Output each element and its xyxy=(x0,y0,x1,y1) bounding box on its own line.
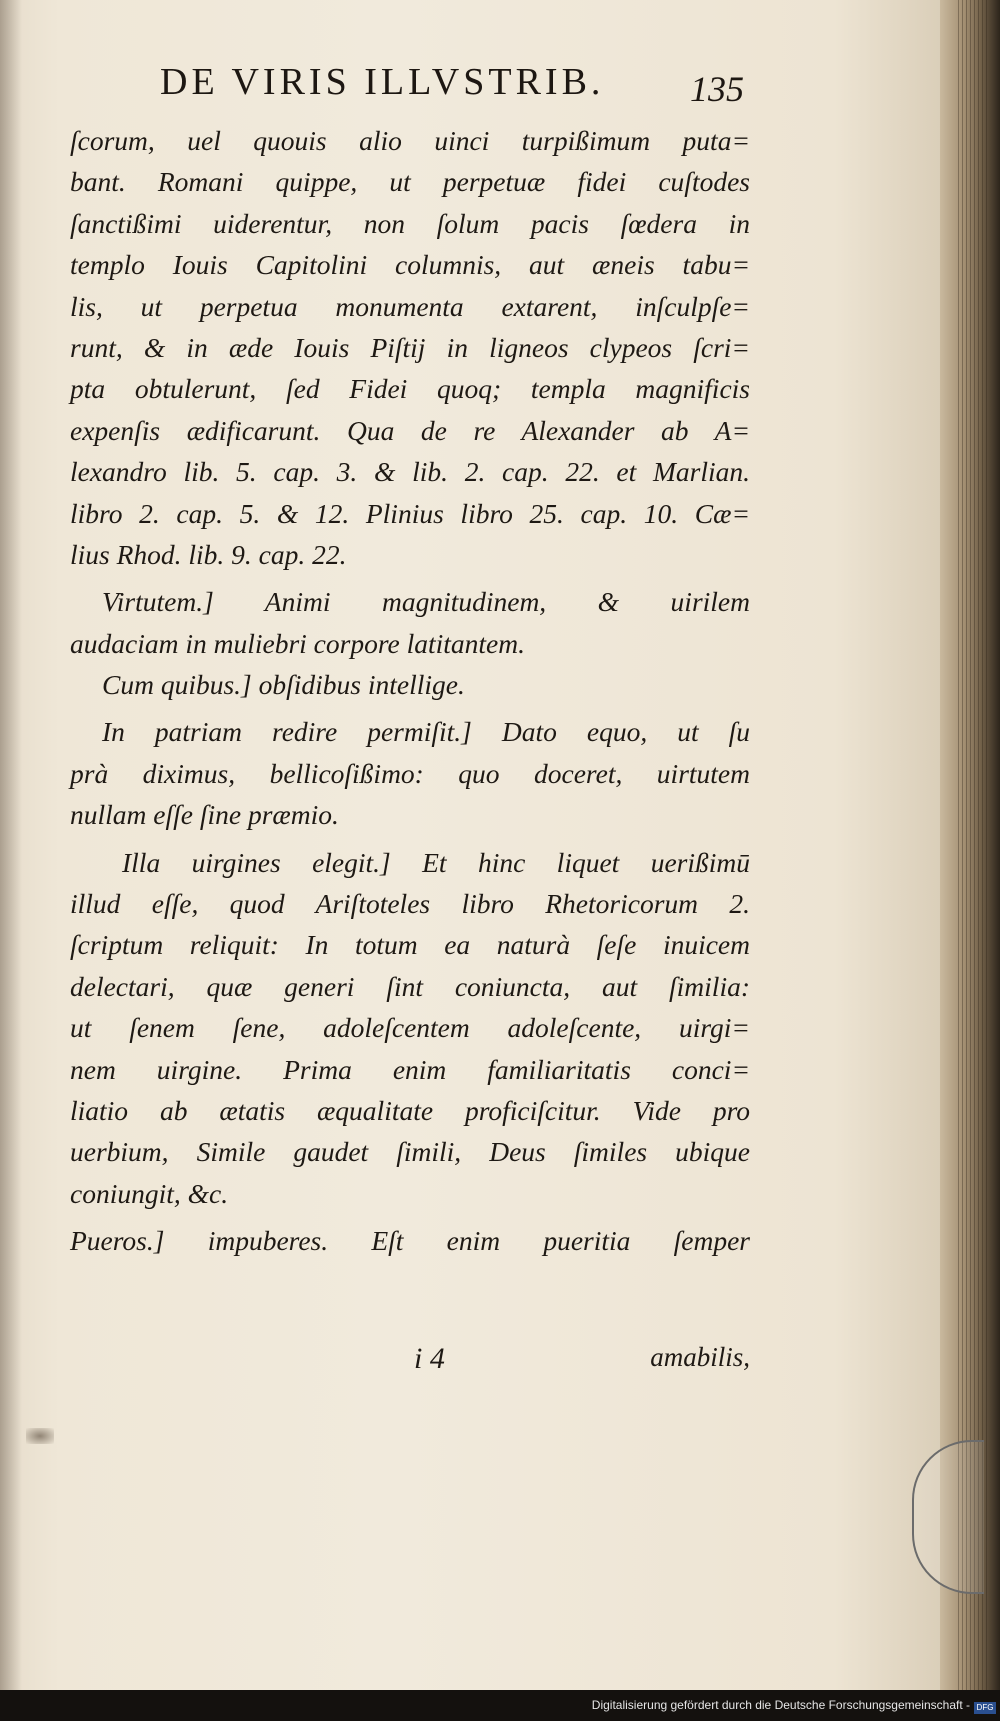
text-line: prà diximus, bellicoſißimo: quo doceret, uirtutem xyxy=(70,757,750,789)
text-line: templo Iouis Capitolini columnis, aut æneis tabu= xyxy=(70,249,750,281)
page-footer xyxy=(70,1342,750,1386)
spine-shadow xyxy=(0,0,22,1690)
text-line: pta obtulerunt, ſed Fidei quoq; templa magnificis xyxy=(70,373,750,405)
text-line: expenſis ædificarunt. Qua de re Alexander ab A= xyxy=(70,414,750,446)
text-line: Virtutem.] Animi magnitudinem, & uirilem xyxy=(102,586,750,618)
text-line: audaciam in muliebri corpore latitantem. xyxy=(70,627,525,659)
ink-stain xyxy=(26,1428,54,1444)
credit-text: Digitalisierung gefördert durch die Deutsche Forschungsgemeinschaft - xyxy=(591,1698,970,1712)
page-number: 135 xyxy=(690,69,744,109)
text-line: ſcorum, uel quouis alio uinci turpißimum puta= xyxy=(70,125,750,156)
text-line: Cum quibus.] obſidibus intellige. xyxy=(102,669,465,701)
digitization-credit xyxy=(0,1698,1000,1721)
text-line: ſcriptum reliquit: In totum ea naturà ſeſe inuicem xyxy=(70,929,750,961)
text-line: nullam eſſe ſine præmio. xyxy=(70,799,339,831)
text-line: Pueros.] impuberes. Eſt enim pueritia ſemper xyxy=(70,1225,750,1257)
text-line: Illa uirgines elegit.] Et hinc liquet uerißimū xyxy=(122,846,750,878)
text-line: coniungit, &c. xyxy=(70,1177,229,1209)
text-line: runt, & in æde Iouis Piſtij in ligneos clypeos ſcri= xyxy=(70,331,750,363)
text-line: libro 2. cap. 5. & 12. Plinius libro 25. cap. 10. Cæ= xyxy=(70,497,750,529)
text-line: delectari, quæ generi ſint coniuncta, aut ſimilia: xyxy=(70,970,750,1002)
running-title: DE VIRIS ILLVSTRIB. xyxy=(160,61,605,103)
text-line: lexandro lib. 5. cap. 3. & lib. 2. cap. 22. et Marlian. xyxy=(70,456,750,488)
text-line: liatio ab ætatis æqualitate proficiſcitur. Vide pro xyxy=(70,1094,750,1126)
text-line: nem uirgine. Prima enim familiaritatis conci= xyxy=(70,1053,750,1085)
page-edge-lines xyxy=(958,0,988,1690)
text-line: ut ſenem ſene, adoleſcentem adoleſcente, uirgi= xyxy=(70,1012,750,1044)
text-line: bant. Romani quippe, ut perpetuæ fidei cuſtodes xyxy=(70,166,750,198)
signature-mark: i 4 xyxy=(414,1342,445,1375)
text-line: uerbium, Simile gaudet ſimili, Deus ſimiles ubique xyxy=(70,1136,750,1168)
text-line: lis, ut perpetua monumenta extarent, inſculpſe= xyxy=(70,290,750,322)
text-line: ſanctißimi uiderentur, non ſolum pacis ſœdera in xyxy=(70,207,750,239)
catchword: amabilis, xyxy=(650,1342,750,1372)
text-line: illud eſſe, quod Ariſtoteles libro Rhetoricorum 2. xyxy=(70,888,750,920)
text-line: lius Rhod. lib. 9. cap. 22. xyxy=(70,538,347,570)
body-text xyxy=(70,120,750,1262)
dfg-logo: DFG xyxy=(974,1702,996,1714)
text-line: In patriam redire permiſit.] Dato equo, ut ſu xyxy=(102,716,750,748)
